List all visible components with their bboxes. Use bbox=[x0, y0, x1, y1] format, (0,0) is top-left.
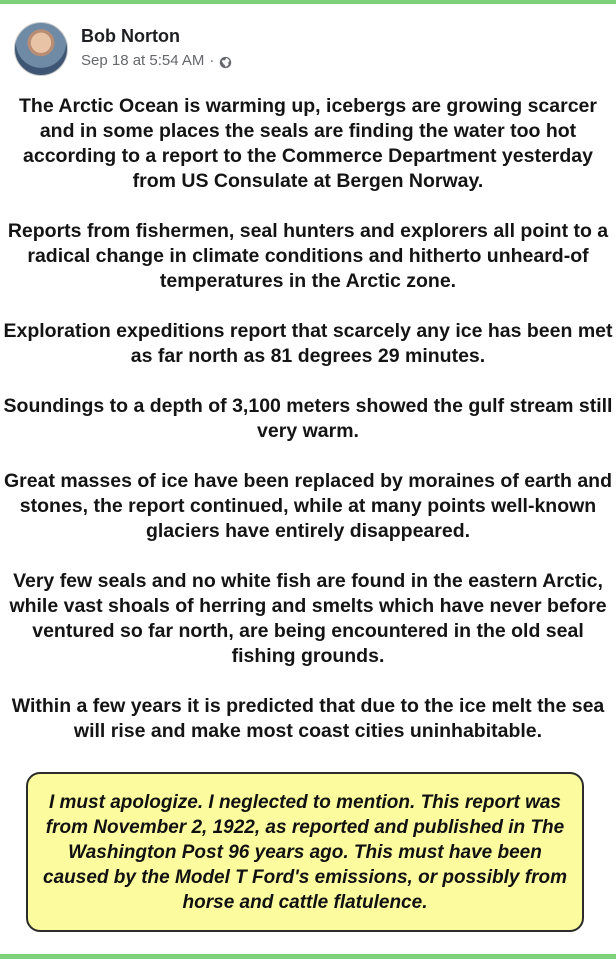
post-paragraph: Soundings to a depth of 3,100 meters showed the gulf stream still very warm. bbox=[3, 395, 613, 442]
top-border bbox=[0, 0, 616, 4]
avatar[interactable] bbox=[14, 22, 68, 76]
apology-note-text: I must apologize. I neglected to mention. This report was from November 2, 1922, as reported and published in The Washington Post 96 years ago. This must have been caused by the Model T Ford's emissions, or possibly from horse and cattle flatulence. bbox=[43, 791, 567, 913]
post-meta bbox=[81, 24, 232, 71]
post-header bbox=[14, 22, 232, 76]
post-body bbox=[0, 94, 616, 769]
post-paragraph: The Arctic Ocean is warming up, icebergs are growing scarcer and in some places the seals are finding the water too hot according to a report to the Commerce Department yesterday from US Consulate at Bergen Norway. bbox=[19, 95, 597, 192]
post-paragraph: Great masses of ice have been replaced by moraines of earth and stones, the report continued, while at many points well-known glaciers have entirely disappeared. bbox=[4, 470, 612, 542]
author-name[interactable]: Bob Norton bbox=[81, 26, 180, 46]
post-paragraph: Exploration expeditions report that scarcely any ice has been met as far north as 81 degrees 29 minutes. bbox=[3, 320, 613, 367]
apology-note-box bbox=[26, 772, 584, 932]
timestamp-row bbox=[81, 51, 232, 71]
globe-icon[interactable] bbox=[219, 55, 232, 68]
post-paragraph: Reports from fishermen, seal hunters and explorers all point to a radical change in climate conditions and hitherto unheard-of temperatures in the Arctic zone. bbox=[7, 220, 609, 292]
post-paragraph: Very few seals and no white fish are found in the eastern Arctic, while vast shoals of herring and smelts which have never before ventured so far north, are being encountered in the old seal fishing grounds. bbox=[9, 570, 607, 667]
bottom-border bbox=[0, 954, 616, 959]
post-paragraph: Within a few years it is predicted that due to the ice melt the sea will rise and make most coast cities uninhabitable. bbox=[11, 695, 605, 742]
timestamp[interactable]: Sep 18 at 5:54 AM bbox=[81, 52, 205, 69]
separator-dot: · bbox=[209, 52, 215, 69]
